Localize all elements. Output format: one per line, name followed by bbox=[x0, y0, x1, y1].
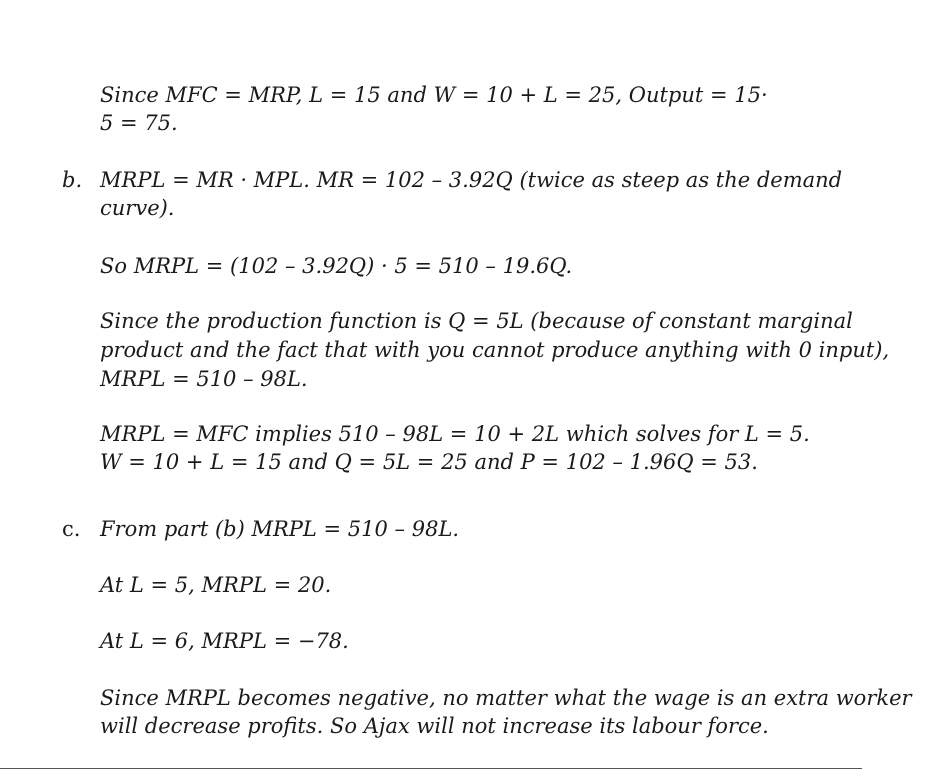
part-b-para4-line-2: W = 10 + L = 15 and Q = 5L = 25 and P = 102 – 1.96Q = 53. bbox=[100, 450, 758, 474]
bottom-divider bbox=[0, 768, 862, 769]
part-b-para3-line-1: Since the production function is Q = 5L (because of constant marginal bbox=[100, 309, 853, 333]
part-c-para4-line-2: will decrease profits. So Ajax will not increase its labour force. bbox=[100, 714, 769, 738]
part-b-marker: b. bbox=[62, 168, 83, 192]
part-c-para1-line-1: From part (b) MRPL = 510 – 98L. bbox=[100, 517, 460, 541]
part-b-para4-line-1: MRPL = MFC implies 510 – 98L = 10 + 2L which solves for L = 5. bbox=[100, 422, 810, 446]
intro-line-2: 5 = 75. bbox=[100, 111, 178, 135]
part-b-para2-line-1: So MRPL = (102 – 3.92Q) · 5 = 510 – 19.6Q. bbox=[100, 254, 573, 278]
part-b-para1-line-2: curve). bbox=[100, 196, 175, 220]
part-b-para3-line-2: product and the fact that with you cannot produce anything with 0 input), bbox=[100, 338, 890, 362]
intro-line-1: Since MFC = MRP, L = 15 and W = 10 + L = 25, Output = 15· bbox=[100, 83, 768, 107]
part-b-para3-line-3: MRPL = 510 – 98L. bbox=[100, 367, 308, 391]
part-c-para2-line-1: At L = 5, MRPL = 20. bbox=[100, 573, 332, 597]
part-c-para3-line-1: At L = 6, MRPL = −78. bbox=[100, 629, 349, 653]
part-c-marker: c. bbox=[62, 517, 81, 541]
part-c-para4-line-1: Since MRPL becomes negative, no matter what the wage is an extra worker bbox=[100, 686, 912, 710]
part-b-para1-line-1: MRPL = MR · MPL. MR = 102 – 3.92Q (twice as steep as the demand bbox=[100, 168, 843, 192]
